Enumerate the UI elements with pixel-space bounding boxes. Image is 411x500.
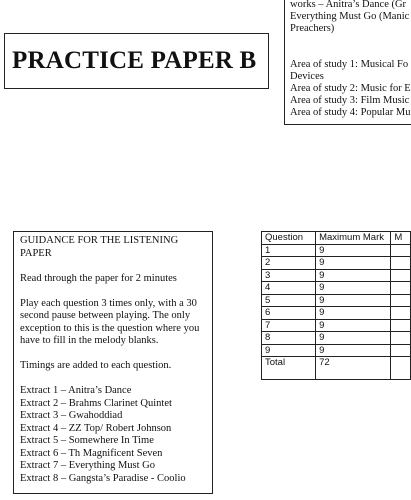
area-of-study-line: Area of study 1: Musical Fo [290, 59, 409, 70]
table-row [262, 344, 411, 357]
extract-list [20, 385, 207, 485]
mark-cell[interactable] [391, 344, 411, 357]
table-row [262, 269, 411, 282]
mark-cell[interactable] [391, 294, 411, 307]
area-of-study-line: Area of study 3: Film Music [290, 95, 410, 106]
extract-item: Extract 8 – Gangsta’s Paradise - Coolio [20, 472, 186, 484]
works-line: works – Anitra’s Dance (Gr [290, 0, 407, 10]
spacer [290, 35, 411, 47]
table-row [262, 319, 411, 332]
extract-item: Extract 6 – Th Magnificent Seven [20, 447, 163, 459]
max-mark-cell: 9 [316, 332, 391, 345]
max-mark-cell: 9 [316, 257, 391, 270]
mark-cell[interactable] [391, 244, 411, 257]
area-of-study-line: Devices [290, 71, 324, 82]
mark-cell[interactable] [391, 269, 411, 282]
column-header-question: Question [262, 232, 316, 245]
extract-item: Extract 4 – ZZ Top/ Robert Johnson [20, 422, 172, 434]
works-box [284, 0, 411, 125]
mark-cell[interactable] [391, 307, 411, 320]
question-cell: 6 [262, 307, 316, 320]
timings-note: Timings are added to each question. [20, 360, 172, 371]
max-mark-cell: 9 [316, 294, 391, 307]
spacer [290, 47, 411, 59]
total-max-cell: 72 [316, 357, 391, 380]
table-row [262, 244, 411, 257]
read-instruction: Read through the paper for 2 minutes [20, 272, 177, 284]
question-cell: 7 [262, 319, 316, 332]
area-of-study-line: Area of study 4: Popular Mu [290, 107, 411, 118]
table-row [262, 332, 411, 345]
extract-item: Extract 7 – Everything Must Go [20, 460, 156, 471]
table-row [262, 257, 411, 270]
extract-item: Extract 1 – Anitra’s Dance [20, 385, 132, 396]
mark-cell[interactable] [391, 282, 411, 295]
max-mark-cell: 9 [316, 319, 391, 332]
table-row [262, 294, 411, 307]
max-mark-cell: 9 [316, 307, 391, 320]
question-cell: 2 [262, 257, 316, 270]
max-mark-cell: 9 [316, 282, 391, 295]
extract-item: Extract 5 – Somewhere In Time [20, 435, 154, 446]
area-of-study-line: Area of study 2: Music for E [290, 83, 411, 94]
extract-item: Extract 2 – Brahms Clarinet Quintet [20, 397, 172, 409]
marks-table [261, 231, 411, 380]
question-cell: 4 [262, 282, 316, 295]
guidance-heading: GUIDANCE FOR THE LISTENING PAPER [20, 235, 179, 259]
mark-cell[interactable] [391, 257, 411, 270]
question-cell: 5 [262, 294, 316, 307]
works-line: Everything Must Go (Manic [290, 11, 410, 22]
play-instruction: Play each question 3 times only, with a 30 second pause between playing. The only exception to this is the question where you have to fill in the melody blanks. [20, 297, 200, 346]
mark-cell[interactable] [391, 319, 411, 332]
question-cell: 1 [262, 244, 316, 257]
column-header-maximum-mark: Maximum Mark [316, 232, 391, 245]
max-mark-cell: 9 [316, 269, 391, 282]
table-row [262, 307, 411, 320]
question-cell: 9 [262, 344, 316, 357]
table-row [262, 282, 411, 295]
mark-cell[interactable] [391, 332, 411, 345]
max-mark-cell: 9 [316, 344, 391, 357]
total-mark-cell[interactable] [391, 357, 411, 380]
title-box [4, 33, 269, 89]
table-total-row [262, 357, 411, 380]
table-header-row [262, 232, 411, 245]
guidance-box [13, 231, 213, 494]
question-cell: 8 [262, 332, 316, 345]
page-title: PRACTICE PAPER B [12, 47, 257, 74]
extract-item: Extract 3 – Gwahoddiad [20, 410, 123, 421]
max-mark-cell: 9 [316, 244, 391, 257]
total-label-cell: Total [262, 357, 316, 380]
question-cell: 3 [262, 269, 316, 282]
column-header-mark: M [391, 232, 411, 245]
works-line: Preachers) [290, 23, 335, 34]
